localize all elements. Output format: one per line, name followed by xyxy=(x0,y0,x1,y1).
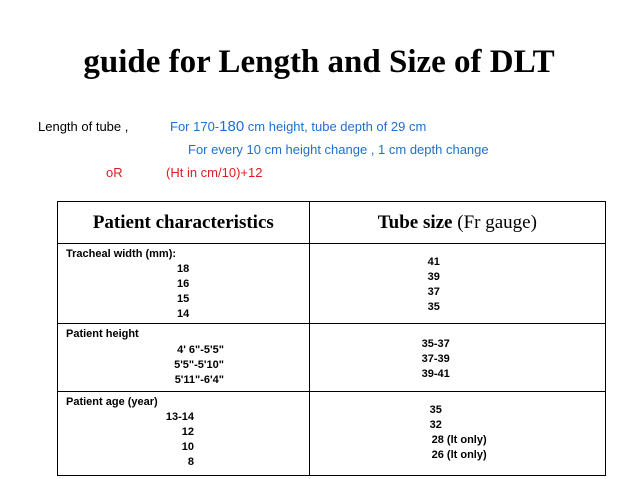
list-item: 35-37 xyxy=(421,338,450,350)
list-item: 39 xyxy=(427,271,440,283)
fr-gauge-label: (Fr gauge) xyxy=(452,211,537,233)
list-item: 35 xyxy=(427,301,440,313)
tube-size-label: Tube size xyxy=(377,211,453,233)
list-item: 10 xyxy=(181,441,194,453)
or-label: oR xyxy=(106,165,123,180)
list-item: 28 (lt only) xyxy=(431,434,487,446)
table-row xyxy=(58,324,606,392)
rule-1 xyxy=(170,118,426,135)
list-item: 18 xyxy=(177,263,190,275)
table-cell xyxy=(58,244,310,324)
tracheal-width-values xyxy=(177,262,189,322)
tube-size-values xyxy=(430,403,487,463)
row-heading-tracheal-width: Tracheal width (mm): xyxy=(66,248,177,260)
table-cell xyxy=(58,324,310,392)
table-cell xyxy=(309,392,605,476)
list-item: 37 xyxy=(427,286,440,298)
list-item: 32 xyxy=(429,419,442,431)
patient-age-values xyxy=(158,410,194,470)
list-item: 8 xyxy=(187,456,194,468)
column-header-tube-size xyxy=(309,202,605,244)
row-heading-patient-height: Patient height xyxy=(66,328,139,340)
list-item: 5'11"-6'4" xyxy=(174,374,224,386)
rule-1-big-number: 180 xyxy=(219,118,245,135)
list-item: 37-39 xyxy=(421,353,450,365)
rule-1-prefix: For 170- xyxy=(170,119,220,134)
list-item: 16 xyxy=(177,278,190,290)
table-row xyxy=(58,244,606,324)
rule-2: For every 10 cm height change , 1 cm depth change xyxy=(188,142,489,157)
list-item: 35 xyxy=(429,404,442,416)
table-row xyxy=(58,392,606,476)
list-item: 26 (lt only) xyxy=(431,449,487,461)
length-of-tube-label: Length of tube , xyxy=(38,119,129,134)
list-item: 15 xyxy=(177,293,190,305)
tube-size-values xyxy=(428,255,440,315)
list-item: 13-14 xyxy=(165,411,194,423)
table-cell xyxy=(309,244,605,324)
table-cell xyxy=(58,392,310,476)
dlt-size-table xyxy=(57,201,606,476)
list-item: 4' 6"-5'5" xyxy=(177,344,224,356)
rule-1-suffix: cm height, tube depth of 29 cm xyxy=(244,119,427,134)
list-item: 14 xyxy=(177,308,190,320)
list-item: 12 xyxy=(181,426,194,438)
page-title: guide for Length and Size of DLT xyxy=(83,44,555,80)
row-heading-patient-age: Patient age (year) xyxy=(66,396,158,408)
column-header-patient-characteristics: Patient characteristics xyxy=(58,202,310,244)
table-header-row xyxy=(58,202,606,244)
tube-size-values xyxy=(422,337,450,382)
formula: (Ht in cm/10)+12 xyxy=(166,165,263,180)
list-item: 41 xyxy=(427,256,440,268)
patient-height-values xyxy=(144,343,224,388)
table-cell xyxy=(309,324,605,392)
list-item: 39-41 xyxy=(421,368,450,380)
list-item: 5'5"-5'10" xyxy=(174,359,224,371)
